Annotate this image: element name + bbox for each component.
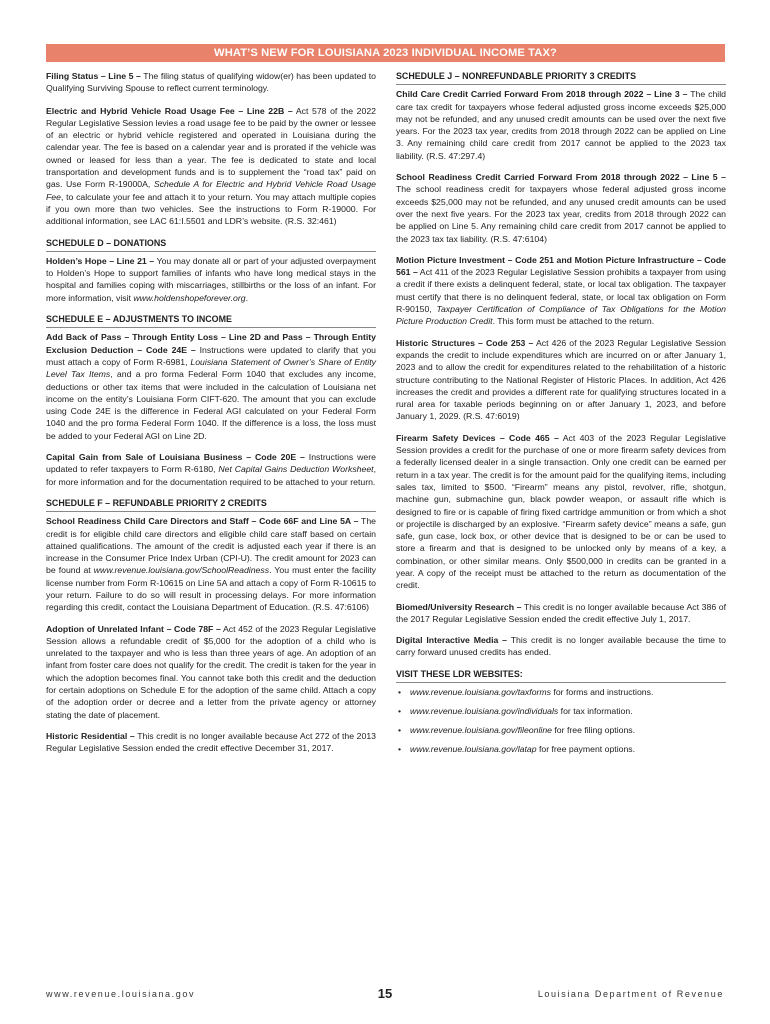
- pass-through-paragraph: Add Back of Pass – Through Entity Loss – Line 2D and Pass – Through Entity Exclusion Deduction – Code 24E – Instructions were updated to clarify that you must attach a copy of Form R-6981, Louisiana Statement of Owner’s Share of Entity Level Tax Items, and a pro forma Federal Form 1040 that excludes any income, deductions or other tax items that were included in the calculation of Louisiana net income on the entity’s Louisiana Form CIFT-620. The amount that you can exclude using Code 24E is the difference in Federal AGI calculated on your Federal Form 1040 and the pro forma Federal Form 1040. If the difference is a loss, the loss must be added to your Federal AGI on Line 2D.: [46, 332, 376, 441]
- footer-website: www.revenue.louisiana.gov: [46, 989, 196, 999]
- right-column: [396, 70, 726, 762]
- visit-websites-heading: VISIT THESE LDR WEBSITES:: [396, 668, 726, 683]
- taxforms-link[interactable]: www.revenue.louisiana.gov/taxforms: [410, 687, 551, 698]
- schedule-d-heading: SCHEDULE D – DONATIONS: [46, 237, 376, 252]
- list-item: • www.revenue.louisiana.gov/taxforms for forms and instructions.: [396, 686, 726, 698]
- schedule-j-heading: SCHEDULE J – NONREFUNDABLE PRIORITY 3 CREDITS: [396, 70, 726, 85]
- biomed-research-paragraph: Biomed/University Research – This credit is no longer available because Act 386 of the 2017 Regular Legislative Session ended the credit effective July 1, 2017.: [396, 601, 726, 624]
- holdens-hope-link[interactable]: www.holdenshopeforever.org: [133, 292, 246, 303]
- holdens-hope-paragraph: Holden’s Hope – Line 21 – You may donate all or part of your adjusted overpayment to Holden’s Hope to support families of infants who have long medical stays in the hospital and families coping with miscarriages, stillbirths or the loss of an infant. For more information, visit www.holdenshopeforever.org.: [46, 255, 376, 303]
- capital-gain-paragraph: Capital Gain from Sale of Louisiana Business – Code 20E – Instructions were updated to refer taxpayers to Form R-6180, Net Capital Gains Deduction Worksheet, for more information and for the documentation required to be attached to your return.: [46, 452, 376, 487]
- school-readiness-paragraph: School Readiness Child Care Directors and Staff – Code 66F and Line 5A – The credit is for eligible child care directors and eligible child care staff based on certain attained qualifications. The amount of the credit is adjusted each year if there is an increase in the Consumer Price Index Urban (CPI-U). The credit amount for 2023 can be found at www.revenue.louisiana.gov/SchoolReadiness. You must enter the facility license number from Form R-10615 on Line 5A and attach a copy of Form R-10615 to your return. Failure to do so will result in processing delays. For more information regarding this credit, contact the Louisiana Department of Education. (R.S. 47:6106): [46, 516, 377, 613]
- child-care-carryforward-paragraph: Child Care Credit Carried Forward From 2018 through 2022 – Line 3 – The child care tax credit for taxpayers whose federal adjusted gross income exceeds $25,000 may not be refunded, and any unused credit amounts can be used over the next five years. For the 2023 tax year, credits from 2018 through 2022 can be applied on Line 3. Any remaining child care credit from 2017 cannot be applied to the 2023 tax liability. (R.S. 47:297.4): [396, 89, 726, 161]
- historic-residential-paragraph: Historic Residential – This credit is no longer available because Act 272 of the 2013 Regular Legislative Session ended the credit effective December 31, 2017.: [46, 730, 376, 754]
- school-readiness-carryforward-paragraph: School Readiness Credit Carried Forward From 2018 through 2022 – Line 5 – The school readiness credit for taxpayers whose federal adjusted gross income exceeds $25,000 may not be refunded, and any unused credit amounts can be used over the next five years. For the 2023 tax year, credits from 2018 through 2022 can be applied on Line 5. Any remaining child care credit from 2017 cannot be applied to the 2023 tax tax liability. (R.S. 47:6104): [396, 172, 726, 244]
- fileonline-link[interactable]: www.revenue.louisiana.gov/fileonline: [410, 725, 552, 736]
- individuals-link[interactable]: www.revenue.louisiana.gov/individuals: [410, 706, 559, 717]
- firearm-safety-paragraph: Firearm Safety Devices – Code 465 – Act 403 of the 2023 Regular Legislative Session provides a credit for the purchase of one or more firearm safety devices from a federally licensed dealer in a single transaction. Only one credit can be earned per return in a tax year. The credit is for the amount paid for the qualifying items, including sales tax, limited to $500. “Firearm” means any pistol, revolver, rifle, shotgun, machine gun, submachine gun, black powder weapon, or assault rifle which is designed to fire or is capable of firing fixed cartridge ammunition or from which a shot or projectile is discharged by an explosive. “Firearm safety device” means a safe, gun safe, gun case, lock box, or other device that is designed to be or can be used to store a firearm and that is designed to be unlocked only by means of a key, a combination, or other similar means. Only $500,000 in credits can be granted in a year. A copy of the receipt must be attached to the return as documentation of the credit.: [396, 432, 726, 591]
- historic-structures-paragraph: Historic Structures – Code 253 – Act 426 of the 2023 Regular Legislative Session expands the credit to include expenditures which are incurred on or after January 1, 2023 and to allow the credit for expenditures related to the rehabilitation of a historic structure contributing to the National Register of Historic Places. In addition, Act 426 increases the credit and provides a different rate for qualifying structures located in a rural area for taxable periods beginning on or after January 1, 2023, and before January 1, 2029. (R.S. 47:6019): [396, 337, 726, 422]
- list-item: • www.revenue.louisiana.gov/individuals for tax information.: [396, 705, 726, 717]
- list-item: • www.revenue.louisiana.gov/fileonline for free filing options.: [396, 724, 726, 736]
- schedule-e-heading: SCHEDULE E – ADJUSTMENTS TO INCOME: [46, 313, 376, 328]
- ev-road-fee-paragraph: Electric and Hybrid Vehicle Road Usage Fee – Line 22B – Act 578 of the 2022 Regular Legislative Session levies a road usage fee to be paid by the owner or lessee of an electric or hybrid vehicle registered and operated in Louisiana during the calendar year. The fee is based on a calendar year and is prorated if the vehicle was owned or leased for less than a year. The fee is dedicated to state and local transportation and development funds and is to supplement the “road tax” paid on gas. Use Form R-19000A, Schedule A for Electric and Hybrid Vehicle Road Usage Fee, to calculate your fee and attach it to your return. You may attach multiple copies if you own more than two vehicles. See the instructions to Form R-19000. For additional information, see LAC 61:I.5501 and LDR’s website. (R.S. 32:461): [46, 105, 377, 227]
- page-number: 15: [377, 986, 393, 1001]
- footer-department: Louisiana Department of Revenue: [537, 989, 724, 999]
- websites-list: [396, 686, 726, 756]
- digital-media-paragraph: Digital Interactive Media – This credit is no longer available because the time to carry forward unused credits has ended.: [396, 635, 726, 658]
- page-banner: WHAT’S NEW FOR LOUISIANA 2023 INDIVIDUAL INCOME TAX?: [46, 44, 725, 62]
- left-column: [46, 70, 376, 755]
- school-readiness-link[interactable]: www.revenue.louisiana.gov/SchoolReadiness: [93, 565, 270, 576]
- adoption-paragraph: Adoption of Unrelated Infant – Code 78F – Act 452 of the 2023 Regular Legislative Session allows a refundable credit of $5,000 for the adoption of a child who is unrelated to the taxpayer and who is less than three years of age. An adoption of an infant from foster care does not qualify for the credit. The credit is taken for the year in which the adoption becomes final. You cannot take both this credit and the deduction for certain adoptions on Schedule E for the adoption of the same child. Attach a copy of the adoption order or decree and a letter from the private agency or attorney stating the date of placement.: [46, 623, 376, 720]
- motion-picture-paragraph: Motion Picture Investment – Code 251 and Motion Picture Infrastructure – Code 561 – Act 411 of the 2023 Regular Legislative Session prohibits a taxpayer from using a credit if there exists a delinquent federal, state, or local tax obligation. The taxpayer must certify that there is no delinquent federal, state, or local tax obligation on Form R-90150, Taxpayer Certification of Compliance of Tax Obligations for the Motion Picture Production Credit. This form must be attached to the return.: [396, 254, 727, 327]
- latap-link[interactable]: www.revenue.louisiana.gov/latap: [410, 744, 537, 755]
- list-item: • www.revenue.louisiana.gov/latap for free payment options.: [396, 743, 726, 755]
- filing-status-paragraph: Filing Status – Line 5 – The filing status of qualifying widow(er) has been updated to Qualifying Surviving Spouse to reflect current terminology.: [46, 71, 376, 94]
- schedule-f-heading: SCHEDULE F – REFUNDABLE PRIORITY 2 CREDITS: [46, 497, 376, 512]
